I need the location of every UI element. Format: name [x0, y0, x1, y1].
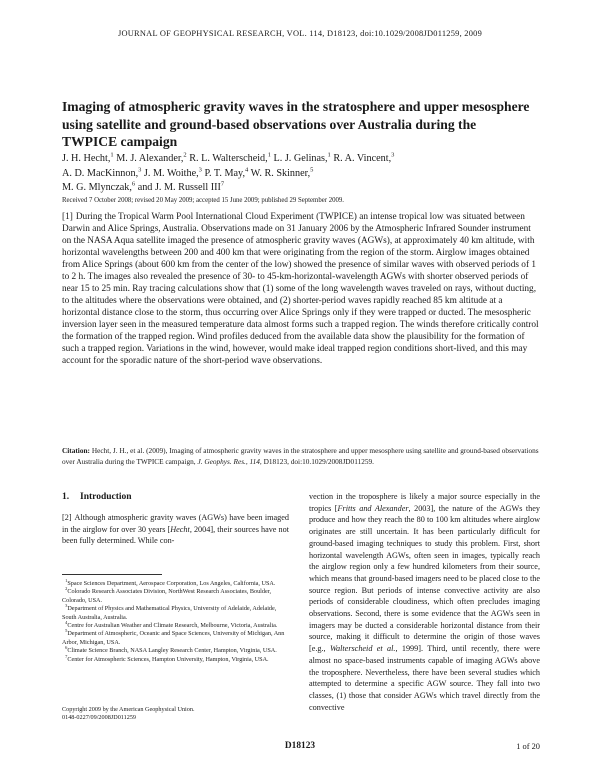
author: J. H. Hecht,$^1$	[62, 151, 114, 164]
author-list	[62, 152, 532, 196]
section-heading	[62, 492, 289, 502]
author: and J. M. Russell III$^7$	[137, 180, 225, 193]
author: W. R. Skinner,$^5$	[250, 166, 314, 179]
section-number: 1.	[62, 492, 70, 502]
citation-text: Hecht, J. H., et al. (2009), Imaging of atmospheric gravity waves in the stratosphere and upper mesosphere using satellite and ground-based observations over Australia during the TWPICE campaign,	[62, 446, 539, 466]
citation-label: Citation:	[62, 446, 90, 455]
footnote: $^5$Department of Atmospheric, Oceanic and Space Sciences, University of Michigan, Ann Arbor, Michigan, USA.	[62, 628, 285, 646]
page-number: 1 of 20	[516, 742, 540, 751]
footnote: $^2$Colorado Research Associates Division, NorthWest Research Associates, Boulder, Colorado, USA.	[62, 586, 272, 604]
footnote: $^4$Centre for Australian Weather and Climate Research, Melbourne, Victoria, Australia.	[65, 619, 278, 630]
author: M. J. Alexander,$^2$	[116, 151, 187, 164]
paragraph-marker: [1]	[62, 212, 73, 222]
footnote-divider	[62, 574, 162, 575]
author: A. D. MacKinnon,$^3$	[62, 166, 142, 179]
right-column: vection in the troposphere is likely a major source especially in the tropics [Fritts and Alexander, 2003], the nature of the AGWs they produce and how they reach the 80 to 100 km altitudes where airglow originates are still uncertain. It has been particularly difficult for ground-based imaging techniques to study this problem. First, short horizontal wavelength AGWs, often seen in images, typically reach the airglow region only a few hundred kilometers from their source, which means that ground-based imagers need to be placed close to the source region. But periods of intense convective activity are also periods of considerable cloudiness, which often precludes imaging observations. Second, there is some evidence that the AGWs seen in imagers may be ducted a considerable horizontal distance from their source, making it difficult to determine the origin of those waves [e.g., Walterscheid et al., 1999]. Third, until recently, there were almost no space-based instruments capable of imaging AGWs above the troposphere. Nevertheless, there have been several studies which attempted to determine a specific AGW source. They fall into two classes, (1) those that consider AGWs which travel directly from the convective	[309, 492, 541, 712]
author: L. J. Gelinas,$^1$	[273, 151, 331, 164]
footnote: $^6$Climate Science Branch, NASA Langley Research Center, Hampton, Virginia, USA.	[65, 645, 277, 655]
citation-ref: Fritts and Alexander	[337, 503, 409, 513]
left-column	[62, 492, 289, 547]
author: J. M. Woithe,$^3$	[143, 166, 202, 179]
section-title: Introduction	[80, 492, 132, 502]
author: M. G. Mlynczak,$^6$	[62, 180, 136, 193]
intro-paragraph-start: [2] Although atmospheric gravity waves (AGWs) have been imaged in the airglow for over 30 years [Hecht, 2004], their sources have not been fully determined. While con-	[62, 513, 289, 546]
citation-doi: D18123, doi:10.1029/2008JD011259.	[263, 456, 374, 466]
author: R. A. Vincent,$^3$	[333, 151, 395, 164]
article-id: D18123	[284, 741, 316, 751]
footnote: $^7$Center for Atmospheric Sciences, Hampton University, Hampton, Virginia, USA.	[65, 653, 269, 663]
footnote: $^3$Department of Physics and Mathematical Physics, University of Adelaide, Adelaide, South Australia, Australia.	[62, 603, 277, 621]
running-header: JOURNAL OF GEOPHYSICAL RESEARCH, VOL. 114, D18123, doi:10.1029/2008JD011259, 2009	[117, 29, 483, 38]
footnote: $^1$Space Sciences Department, Aerospace Corporation, Los Angeles, California, USA.	[65, 577, 276, 587]
citation	[62, 446, 542, 467]
paragraph-marker: [2]	[62, 513, 72, 522]
citation-ref: Hecht	[170, 524, 190, 534]
author: R. L. Walterscheid,$^1$	[189, 151, 271, 164]
author: P. T. May,$^4$	[204, 166, 249, 179]
affiliation-footnotes	[62, 577, 289, 664]
abstract-text: During the Tropical Warm Pool International Cloud Experiment (TWPICE) an intense tropical low was situated between Darwin and Alice Springs, Australia. Observations made on 31 January 2006 by the Atmospheric Infrared Sounder instrument on the NASA Aqua satellite imaged the presence of atmospheric gravity waves (AGWs), at approximately 40 km altitude, with horizontal wavelengths between 200 and 400 km that were originating from the region of the storm. Airglow images obtained from Alice Springs (about 600 km from the center of the low) showed the presence of similar waves with observed periods of 1 to 2 h. The images also revealed the presence of 30- to 45-km-horizontal-wavelength AGWs with shorter observed periods of near 15 to 25 min. Ray tracing calculations show that (1) some of the long wavelength waves traveled on rays, without ducting, to the altitudes where the observations were obtained, and (2) shorter-period waves rapidly reached 85 km altitude at a horizontal distance close to the storm, thus occurring over Alice Springs only if they were trapped or ducted. The mesospheric inversion layer seen in the measured temperature data almost forms such a trapped region. The winds therefore critically control the formation of the trapped region. Wind profiles deduced from the available data show the plausibility for the formation of such a trapped region. Variations in the wind, however, would make ideal trapped region conditions short-lived, and this may account for the sporadic nature of the short-period wave observations.	[62, 212, 539, 366]
abstract	[62, 211, 542, 367]
paper-title: Imaging of atmospheric gravity waves in the stratosphere and upper mesosphere using satellite and ground-based observations over Australia during the TWPICE campaign	[62, 99, 530, 149]
citation-journal: J. Geophys. Res., 114,	[197, 456, 262, 466]
copyright: Copyright 2009 by the American Geophysical Union. 0148-0227/09/2008JD011259	[62, 706, 195, 722]
received-dates: Received 7 October 2008; revised 20 May 2009; accepted 15 June 2009; published 29 September 2009.	[62, 197, 345, 204]
citation-ref: Walterscheid et al.	[329, 644, 396, 654]
